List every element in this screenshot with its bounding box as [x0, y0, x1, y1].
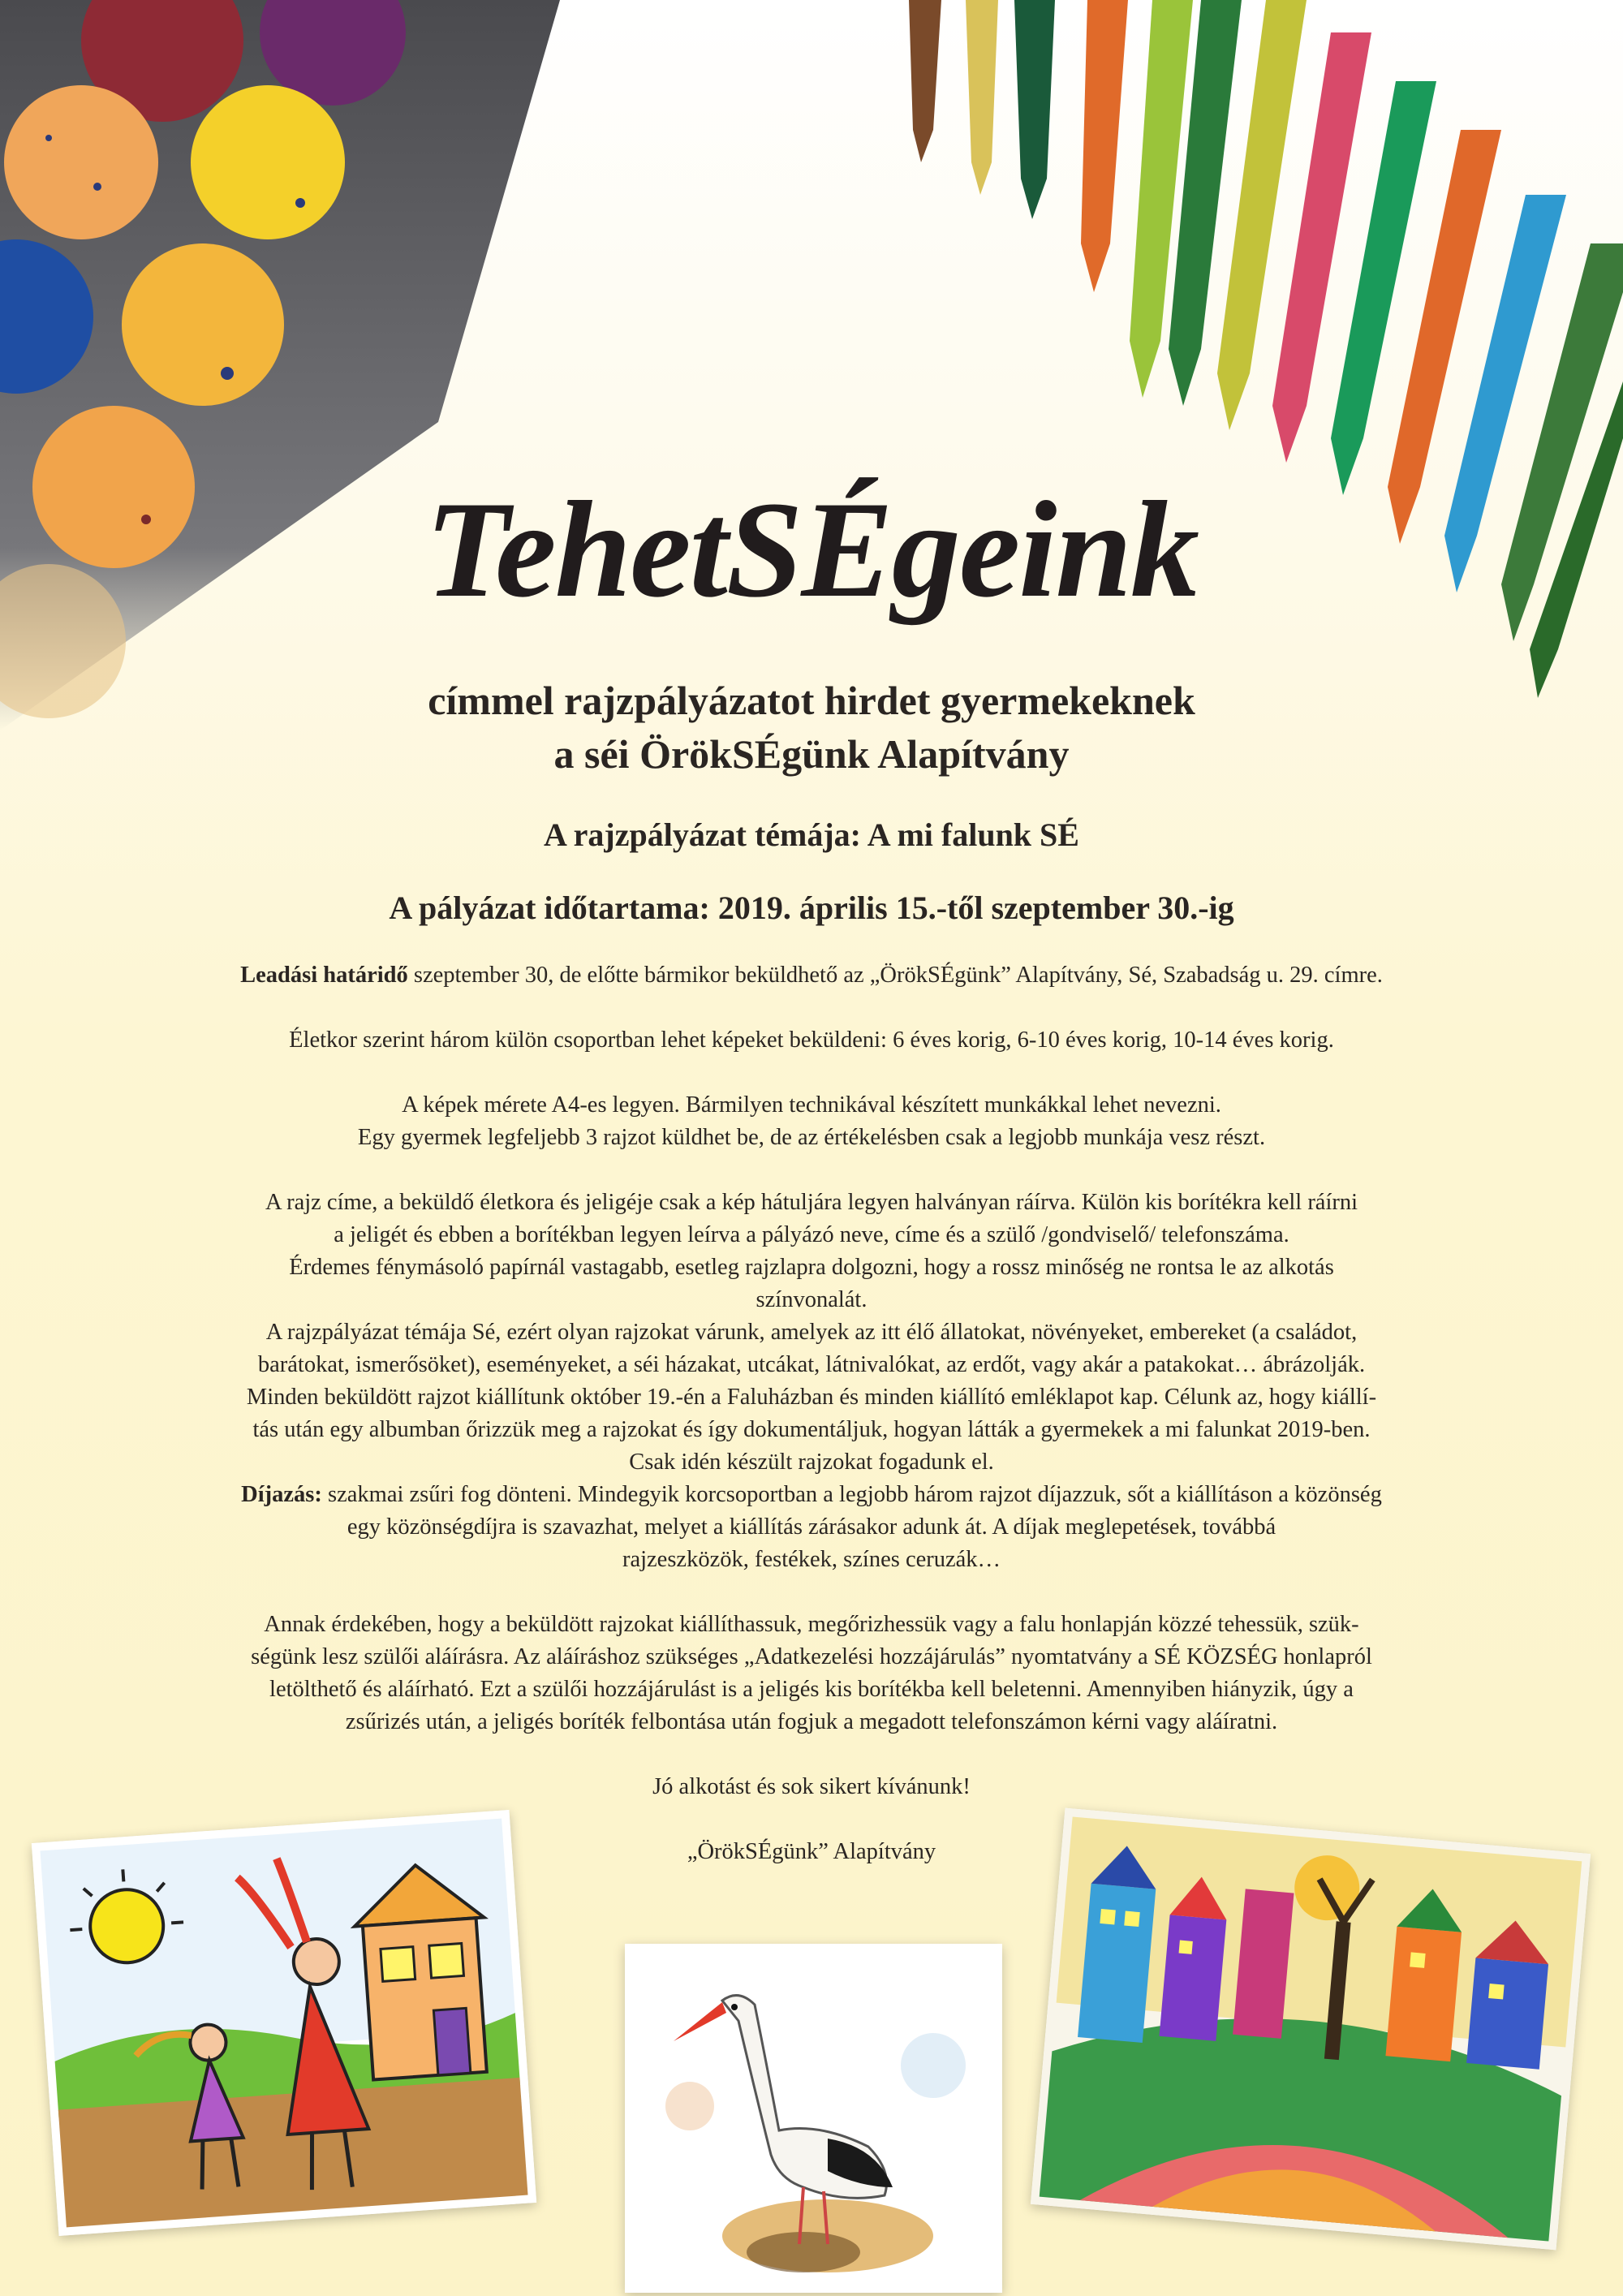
subtitle-line: a séi ÖrökSÉgünk Alapítvány [553, 731, 1070, 777]
poster-title: TehetSÉgeink [424, 473, 1199, 626]
child-drawing-village-image [1031, 1808, 1591, 2251]
text-line: a jeligét és ebben a borítékban legyen leírva a pályázó neve, címe és a szülő /gondviselő/ telefonszáma. [334, 1222, 1289, 1247]
text-line: A képek mérete A4-es legyen. Bármilyen technikával készített munkákkal lehet nevezni. [402, 1092, 1221, 1118]
text-line: tás után egy albumban őrizzük meg a rajzokat és így dokumentáljuk, hogyan látták a gyermekek a mi falunkat 2019-ben. [252, 1417, 1371, 1442]
duration-heading: A pályázat időtartama: 2019. április 15.-től szeptember 30.-ig [389, 890, 1234, 926]
text-line: barátokat, ismerősöket), eseményeket, a séi házakat, utcákat, látnivalókat, az erdőt, vagy akár a patakokat… ábrázolják. [257, 1352, 1366, 1377]
text-line: színvonalát. [756, 1287, 867, 1312]
text-line: Annak érdekében, hogy a beküldött rajzokat kiállíthassuk, megőrizhessük vagy a falu honlapján közzé tehessük, szük- [264, 1612, 1359, 1637]
text-line: Érdemes fénymásoló papírnál vastagabb, esetleg rajzlapra dolgozni, hogy a rossz minőség ne rontsa le az alkotás [289, 1255, 1334, 1280]
text-line: Csak idén készült rajzokat fogadunk el. [629, 1450, 994, 1475]
signature-text: „ÖrökSÉgünk” Alapítvány [687, 1839, 936, 1864]
text-line: A rajzpályázat témája Sé, ezért olyan rajzokat várunk, amelyek az itt élő állatokat, növényeket, embereket (a családot, [265, 1320, 1358, 1345]
deadline-text: szeptember 30, de előtte bármikor beküldhető az „ÖrökSÉgünk” Alapítvány, Sé, Szabadság u. 29. címre. [407, 963, 1383, 988]
closing-text: Jó alkotást és sok sikert kívánunk! [652, 1774, 971, 1799]
text-line: szakmai zsűri fog dönteni. Mindegyik korcsoportban a legjobb három rajzot díjazzuk, sőt a kiállításon a közönség [321, 1482, 1382, 1507]
size-paragraph [114, 1089, 1509, 1154]
details-paragraph [114, 1187, 1509, 1479]
text-line: letölthető és aláírható. Ezt a szülői hozzájárulást is a jeligés kis borítékba kell beletenni. Amennyiben hiányzik, úgy a [269, 1677, 1354, 1702]
subtitle-line: címmel rajzpályázatot hirdet gyermekeknek [428, 678, 1195, 723]
child-drawing-girls-image [32, 1810, 536, 2236]
consent-paragraph [114, 1609, 1509, 1738]
subtitle [0, 674, 1623, 781]
deadline-label: Leadási határidő [240, 963, 408, 988]
text-line: A rajz címe, a beküldő életkora és jeligéje csak a kép hátuljára legyen halványan ráírva. Külön kis borítékra kell ráírni [265, 1190, 1358, 1215]
age-groups-paragraph: Életkor szerint három külön csoportban lehet képeket beküldeni: 6 éves korig, 6-10 éves korig, 10-14 éves korig. [289, 1027, 1334, 1053]
body-text [114, 959, 1509, 1901]
text-line: rajzeszközök, festékek, színes ceruzák… [622, 1547, 1001, 1572]
awards-paragraph [114, 1479, 1509, 1576]
awards-label: Díjazás: [241, 1482, 322, 1507]
stork-watercolor-image [625, 1944, 1002, 2293]
topic-heading: A rajzpályázat témája: A mi falunk SÉ [544, 816, 1079, 853]
text-line: zsűrizés után, a jeligés boríték felbontása után fogjuk a megadott telefonszámon kérni vagy aláíratni. [345, 1709, 1278, 1734]
text-line: ségünk lesz szülői aláírásra. Az aláíráshoz szükséges „Adatkezelési hozzájárulás” nyomtatvány a SÉ KÖZSÉG honlapról [251, 1644, 1372, 1669]
text-line: egy közönségdíjra is szavazhat, melyet a kiállítás zárásakor adunk át. A díjak meglepetések, továbbá [347, 1514, 1276, 1540]
deadline-paragraph [114, 959, 1509, 992]
text-line: Egy gyermek legfeljebb 3 rajzot küldhet be, de az értékelésben csak a legjobb munkája vesz részt. [357, 1125, 1266, 1150]
text-line: Minden beküldött rajzot kiállítunk október 19.-én a Faluházban és minden kiállító emléklapot kap. Célunk az, hogy kiállí- [246, 1385, 1377, 1410]
